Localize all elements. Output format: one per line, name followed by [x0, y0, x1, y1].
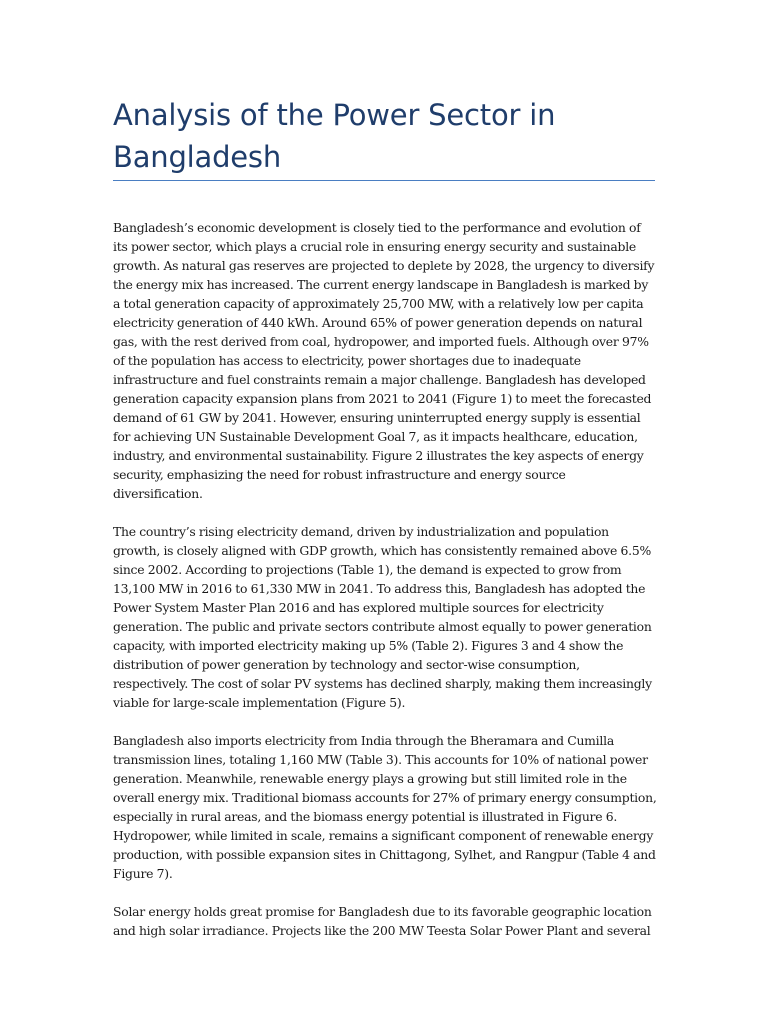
paragraph-1: Bangladesh’s economic development is closely tied to the performance and evolution of its power sector, which plays a crucial role in ensuring energy security and sustainable growth. As natural gas reserves are projected to deplete by 2028, the urgency to diversify the energy mix has increased. The current energy landscape in Bangladesh is marked by a total generation capacity of approximately 25,700 MW, with a relatively low per capita electricity generation of 440 kWh. Around 65% of power generation depends on natural gas, with the rest derived from coal, hydropower, and imported fuels. Although over 97% of the population has access to electricity, power shortages due to inadequate infrastructure and fuel constraints remain a major challenge. Bangladesh has developed generation capacity expansion plans from 2021 to 2041 (Figure 1) to meet the forecasted demand of 61 GW by 2041. However, ensuring uninterrupted energy supply is essential for achieving UN Sustainable Development Goal 7, as it impacts healthcare, education, industry, and environmental sustainability. Figure 2 illustrates the key aspects of energy security, emphasizing the need for robust infrastructure and energy source diversification.: [113, 220, 655, 501]
document-body: [113, 218, 658, 959]
title-underline-divider: [113, 180, 655, 181]
paragraph-4: Solar energy holds great promise for Bangladesh due to its favorable geographic location and high solar irradiance. Projects like the 200 MW Teesta Solar Power Plant and several: [113, 904, 652, 938]
paragraph-2: The country’s rising electricity demand, driven by industrialization and population growth, is closely aligned with GDP growth, which has consistently remained above 6.5% since 2002. According to projections (Table 1), the demand is expected to grow from 13,100 MW in 2016 to 61,330 MW in 2041. To address this, Bangladesh has adopted the Power System Master Plan 2016 and has explored multiple sources for electricity generation. The public and private sectors contribute almost equally to power generation capacity, with imported electricity making up 5% (Table 2). Figures 3 and 4 show the distribution of power generation by technology and sector-wise consumption, respectively. The cost of solar PV systems has declined sharply, making them increasingly viable for large-scale implementation (Figure 5).: [113, 524, 652, 710]
document-title: Analysis of the Power Sector in Bangladesh: [113, 98, 556, 174]
paragraph-3: Bangladesh also imports electricity from India through the Bheramara and Cumilla transmission lines, totaling 1,160 MW (Table 3). This accounts for 10% of national power generation. Meanwhile, renewable energy plays a growing but still limited role in the overall energy mix. Traditional biomass accounts for 27% of primary energy consumption, especially in rural areas, and the biomass energy potential is illustrated in Figure 6. Hydropower, while limited in scale, remains a significant component of renewable energy production, with possible expansion sites in Chittagong, Sylhet, and Rangpur (Table 4 and Figure 7).: [113, 733, 657, 881]
